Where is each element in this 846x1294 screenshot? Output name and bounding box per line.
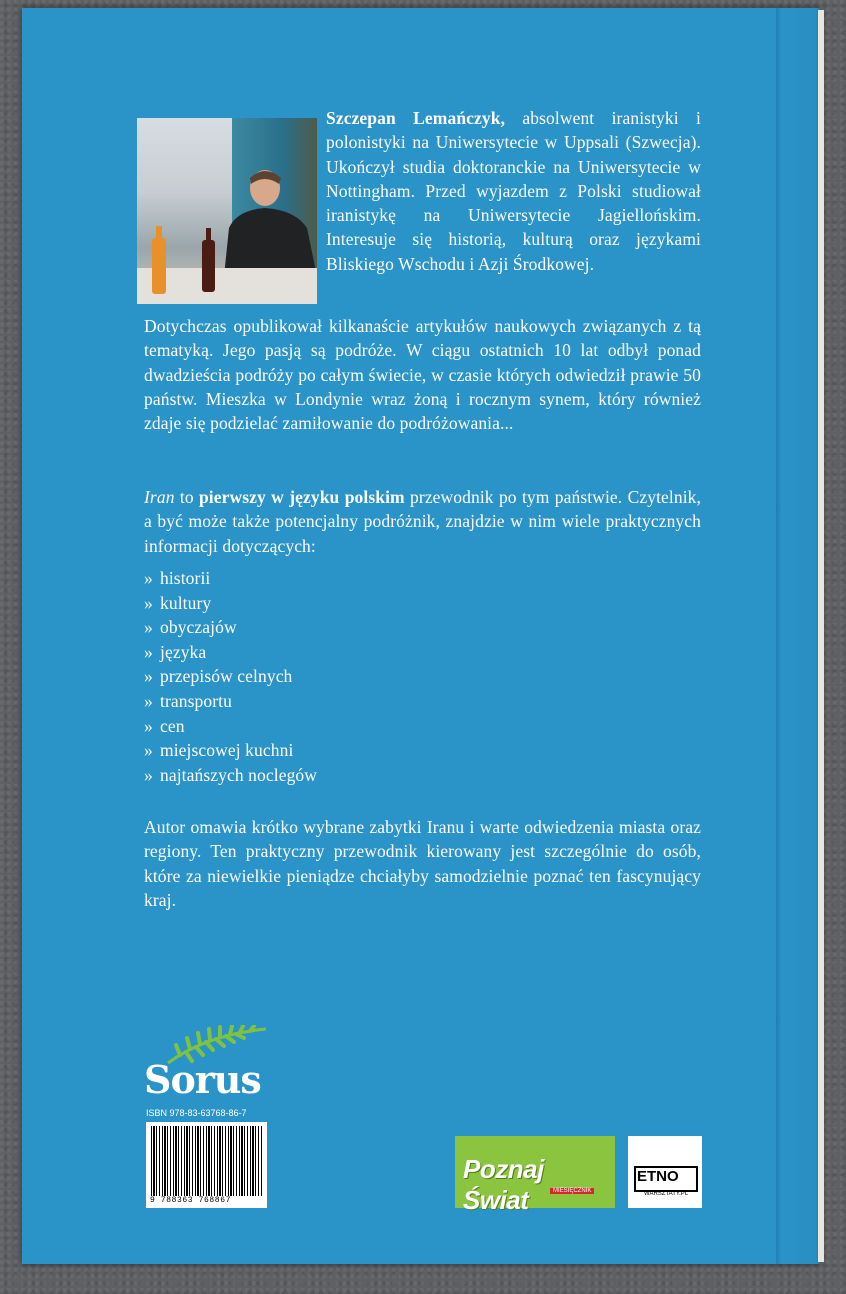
etno-name: ETNO: [637, 1168, 679, 1185]
book-page-edges: [818, 10, 824, 1262]
book-spine: [776, 8, 820, 1264]
list-marker: »: [144, 617, 153, 638]
list-marker: »: [144, 592, 153, 613]
list-item: [144, 615, 544, 640]
list-item: [144, 566, 544, 591]
intro-connector: to: [174, 487, 199, 507]
isbn-label: ISBN 978-83-63768-86-7: [146, 1108, 247, 1118]
list-item-text: historii: [160, 568, 211, 588]
list-marker: »: [144, 690, 153, 711]
intro-rest: przewodnik po tym państwie. Czytelnik, a być może także potencjalny podróżnik, znajdzie w nim wiele praktycznych informacji dotyczących:: [144, 487, 701, 556]
list-item-text: przepisów celnych: [160, 666, 293, 687]
etno-sub: WARSZTATY.PL: [644, 1191, 689, 1197]
publisher-name: Sorus: [144, 1057, 261, 1102]
barcode: [146, 1122, 267, 1208]
book-summary: Autor omawia krótko wybrane zabytki Iranu i warte odwiedzenia miasta oraz regiony. Ten praktyczny przewodnik kierowany jest szczególnie do osób, które za niewielkie pieniądze chciałyby samodzielnie poznać ten fascynujący kraj.: [144, 817, 701, 910]
list-item: [144, 664, 544, 689]
barcode-number: 9 788363 768867: [150, 1196, 232, 1205]
list-marker: »: [144, 641, 153, 662]
list-marker: »: [144, 666, 153, 687]
list-item: [144, 714, 544, 739]
list-item: [144, 640, 544, 665]
list-item-text: najtańszych noclegów: [160, 764, 318, 785]
topics-list: [144, 566, 544, 787]
list-item: [144, 591, 544, 616]
author-photo: [137, 118, 317, 304]
list-marker: »: [144, 568, 153, 588]
author-bio-continued: Dotychczas opublikował kilkanaście artykułów naukowych związanych z tą tematyką. Jego pasją są podróże. W ciągu ostatnich 10 lat odbył ponad dwadzieścia podróży po całym świecie, w czasie których odwiedził prawie 50 państw. Mieszka w Londynie wraz żoną i rocznym synem, który również zdaje się podzielać zamiłowanie do podróżowania...: [144, 316, 701, 434]
publisher-logo: [144, 1025, 269, 1102]
list-item-text: kultury: [160, 592, 212, 613]
list-item: [144, 763, 544, 788]
author-bio-side: [326, 106, 701, 276]
list-item-text: języka: [160, 641, 207, 662]
poznaj-swiat-sub: MIESIĘCZNIK: [550, 1188, 594, 1194]
list-item-text: obyczajów: [160, 617, 237, 638]
barcode-bars: [151, 1126, 262, 1196]
list-marker: »: [144, 715, 153, 736]
etno-logo: [628, 1136, 702, 1208]
list-item-text: miejscowej kuchni: [160, 740, 294, 761]
book-intro: [144, 485, 701, 558]
list-item-text: cen: [160, 715, 185, 736]
list-item: [144, 738, 544, 763]
list-item: [144, 689, 544, 714]
author-name: Szczepan Lemańczyk,: [326, 108, 506, 128]
poznaj-swiat-name: Poznaj Świat: [463, 1154, 544, 1215]
book-title: Iran: [144, 487, 175, 507]
list-marker: »: [144, 740, 153, 761]
list-item-text: transportu: [160, 690, 232, 711]
bottles-icon: [137, 118, 317, 304]
intro-highlight: pierwszy w języku polskim: [198, 487, 405, 507]
list-marker: »: [144, 764, 153, 785]
author-bio-text: absolwent iranistyki i polonistyki na Uniwersytecie w Uppsali (Szwecja). Ukończył studia doktoranckie na Uniwersytecie w Nottingham. Przed wyjazdem z Polski studiował iranistykę na Uniwersytecie Jagiellońskim. Interesuje się historią, kulturą oraz językami Bliskiego Wschodu i Azji Środkowej.: [326, 108, 701, 274]
poznaj-swiat-logo: [455, 1136, 615, 1215]
